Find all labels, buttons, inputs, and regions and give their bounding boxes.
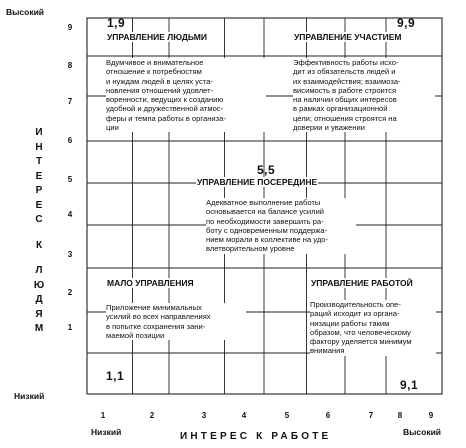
y-axis-high-label: Высокий xyxy=(6,7,45,17)
style-task-line: внимания xyxy=(310,346,345,356)
style-impoverished-title: МАЛО УПРАВЛЕНИЯ xyxy=(107,278,194,288)
style-task-line: фактору уделяется минимум xyxy=(310,337,412,347)
x-axis-low-label: Низкий xyxy=(91,427,122,437)
style-team-line: цели; отношения строятся на xyxy=(293,113,397,123)
style-middle-line: по необходимости завершить ра- xyxy=(206,216,324,226)
y-axis-title-letter: Д xyxy=(35,294,43,305)
x-tick: 4 xyxy=(241,411,247,420)
style-task-line: Производительность опе- xyxy=(310,300,401,309)
x-tick: 1 xyxy=(100,411,106,420)
coord-center: 5,5 xyxy=(257,163,276,177)
y-axis-title-letter: К xyxy=(35,239,43,251)
style-people-title: УПРАВЛЕНИЕ ЛЮДЬМИ xyxy=(107,32,207,42)
x-tick: 6 xyxy=(325,411,331,420)
y-tick: 1 xyxy=(67,323,73,332)
style-people-line: Вдумчивое и внимательное xyxy=(106,58,204,67)
style-impoverished-line: Приложение минимальных xyxy=(106,303,202,312)
x-tick: 9 xyxy=(428,411,434,420)
style-middle-description xyxy=(206,198,356,254)
style-team-line: Эффективность работы исхо- xyxy=(293,58,399,67)
style-task-line: раций исходит из органа- xyxy=(310,309,400,319)
style-team-title: УПРАВЛЕНИЕ УЧАСТИЕМ xyxy=(294,32,402,42)
y-tick: 9 xyxy=(67,23,73,32)
x-tick: 8 xyxy=(397,411,403,420)
style-impoverished-description xyxy=(106,303,246,340)
coord-top-right: 9,9 xyxy=(397,16,416,30)
y-axis-title-gap xyxy=(33,228,45,239)
coord-bottom-left: 1,1 xyxy=(106,369,125,383)
y-tick: 8 xyxy=(67,61,73,70)
style-middle-line: Адекватное выполнение работы xyxy=(206,198,321,207)
y-tick: 2 xyxy=(67,288,73,297)
y-tick: 7 xyxy=(67,97,73,106)
style-people-line: удобной и дружественной атмос- xyxy=(106,104,224,114)
style-people-line: феры и темпа работы в организа- xyxy=(106,113,226,123)
x-tick: 2 xyxy=(149,411,155,420)
style-team-line: в рамках организационной xyxy=(293,104,388,114)
style-middle-title: УПРАВЛЕНИЕ ПОСЕРЕДИНЕ xyxy=(197,177,318,187)
y-axis-title-letter: И xyxy=(35,127,43,138)
x-tick: 7 xyxy=(368,411,374,420)
y-tick: 6 xyxy=(67,136,73,145)
coord-bottom-right: 9,1 xyxy=(400,378,419,392)
coord-top-left: 1,9 xyxy=(107,16,126,30)
y-axis-title-letter: Е xyxy=(35,170,43,182)
style-impoverished-line: усилий во всех направлениях xyxy=(106,312,211,322)
style-task-title: УПРАВЛЕНИЕ РАБОТОЙ xyxy=(311,278,413,288)
style-task-description xyxy=(310,300,436,356)
style-team-line: дит из обязательств людей и xyxy=(293,67,396,77)
x-tick: 3 xyxy=(201,411,207,420)
style-middle-line: нием морали в коллективе на удо- xyxy=(206,235,329,245)
y-axis-title-letter: С xyxy=(35,214,43,225)
style-team-line: доверии и уважении xyxy=(293,123,365,133)
style-people-line: новления отношений удовлет- xyxy=(106,85,214,95)
style-task-line: низации работы таким xyxy=(310,318,390,328)
style-team-description xyxy=(293,58,435,132)
style-middle-line: боту с одновременным поддержа- xyxy=(206,225,328,235)
x-axis-title: ИНТЕРЕС К РАБОТЕ xyxy=(180,431,332,442)
style-people-line: ции xyxy=(106,123,119,133)
style-people-line: отношение к потребностям xyxy=(106,67,202,77)
style-people-description xyxy=(106,58,266,132)
y-axis-title-letter: Ю xyxy=(33,279,45,291)
y-axis-title-letter: Н xyxy=(35,141,43,153)
style-team-line: на наличии общих интересов xyxy=(293,95,397,105)
y-axis-title-letter: М xyxy=(34,323,44,334)
style-task-line: образом, что человеческому xyxy=(310,327,411,337)
style-team-line: их взаимодействия; взаимоза- xyxy=(293,76,401,86)
style-middle-line: основывается на балансе усилий xyxy=(206,207,325,217)
y-tick: 4 xyxy=(67,210,73,219)
x-axis-high-label: Высокий xyxy=(403,427,442,437)
y-axis-title-gap xyxy=(33,253,45,264)
style-team-line: висимость в работе строится xyxy=(293,85,397,95)
y-axis-title-letter: Л xyxy=(35,265,43,276)
y-axis-title xyxy=(33,126,45,337)
y-axis-title-letter: Р xyxy=(35,185,43,196)
style-impoverished-line: маемой позиции xyxy=(106,330,165,340)
style-people-line: и нуждам людей в целях уста- xyxy=(106,76,213,86)
y-axis-title-letter: Я xyxy=(35,308,43,320)
y-tick: 3 xyxy=(67,250,73,259)
y-tick: 5 xyxy=(67,175,73,184)
y-axis-title-letter: Е xyxy=(35,199,43,211)
style-people-line: воренности, ведущих к созданию xyxy=(106,95,224,105)
y-axis-title-letter: Т xyxy=(35,156,43,167)
style-impoverished-line: в попытке сохранения зани- xyxy=(106,321,206,331)
x-tick: 5 xyxy=(284,411,290,420)
y-axis-low-label: Низкий xyxy=(14,391,45,401)
style-middle-line: влетворительном уровне xyxy=(206,244,295,254)
